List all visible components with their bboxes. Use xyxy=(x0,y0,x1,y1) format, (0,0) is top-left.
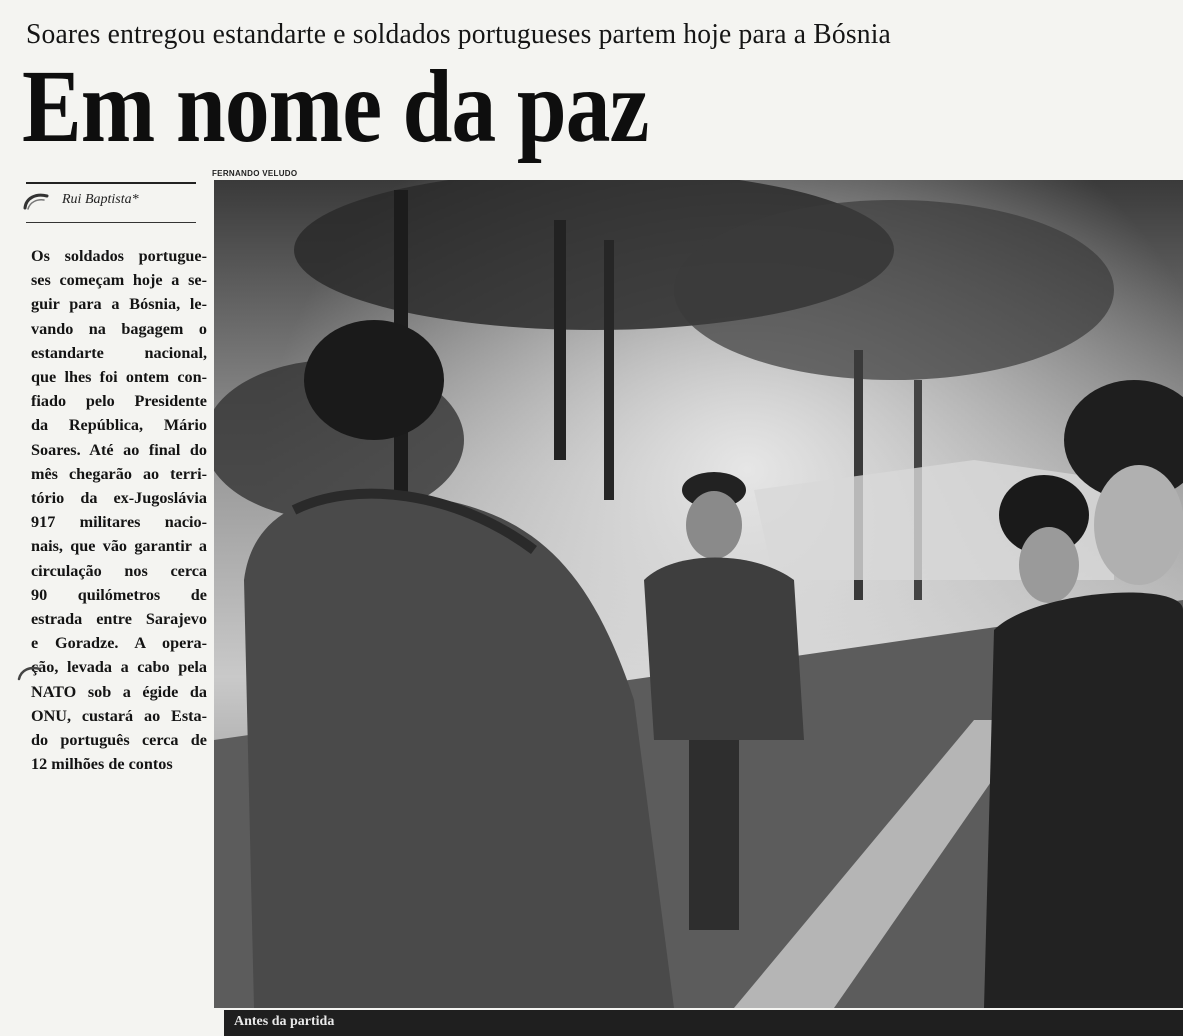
body-line: estandarte nacional, xyxy=(31,343,207,362)
kicker-subheadline: Soares entregou estandarte e soldados portugueses partem hoje para a Bósnia xyxy=(26,18,891,50)
body-line: Soares. Até ao final do xyxy=(31,440,207,459)
body-line: guir para a Bósnia, le- xyxy=(31,295,207,314)
body-line: do português cerca de xyxy=(31,731,207,750)
body-line: estrada entre Sarajevo xyxy=(31,610,207,629)
byline-bottom-rule xyxy=(26,222,196,223)
punch-hole-mark-icon xyxy=(16,664,42,682)
photo-scene xyxy=(214,180,1183,1008)
body-line: 12 milhões de contos xyxy=(31,755,173,774)
body-line: ses começam hoje a se- xyxy=(31,271,207,290)
headline: Em nome da paz xyxy=(22,49,649,164)
swirl-ornament-icon xyxy=(22,190,50,212)
body-line: tório da ex-Jugoslávia xyxy=(31,489,207,508)
photo-caption: Antes da partida xyxy=(234,1014,335,1029)
body-line: 90 quilómetros de xyxy=(31,585,207,604)
article-body xyxy=(31,244,207,776)
body-line: da República, Mário xyxy=(31,416,207,435)
body-line: 917 militares nacio- xyxy=(31,513,207,532)
body-line: mês chegarão ao terri- xyxy=(31,464,207,483)
byline-top-rule xyxy=(26,182,196,184)
photo-credit: FERNANDO VELUDO xyxy=(212,169,298,178)
body-line: ONU, custará ao Esta- xyxy=(31,706,207,725)
body-line: nais, que vão garantir a xyxy=(31,537,207,556)
byline-author: Rui Baptista* xyxy=(62,192,139,207)
body-line: vando na bagagem o xyxy=(31,319,207,338)
news-photo xyxy=(214,180,1183,1008)
body-line: fiado pelo Presidente xyxy=(31,392,207,411)
body-line: Os soldados portugue- xyxy=(31,247,207,265)
body-line: NATO sob a égide da xyxy=(31,682,207,701)
body-line: circulação nos cerca xyxy=(31,561,207,580)
body-line: que lhes foi ontem con- xyxy=(31,368,207,387)
byline-block xyxy=(22,186,194,218)
body-line: ção, levada a cabo pela xyxy=(31,658,207,677)
body-line: e Goradze. A opera- xyxy=(31,634,207,653)
photo-caption-bar xyxy=(224,1010,1183,1036)
